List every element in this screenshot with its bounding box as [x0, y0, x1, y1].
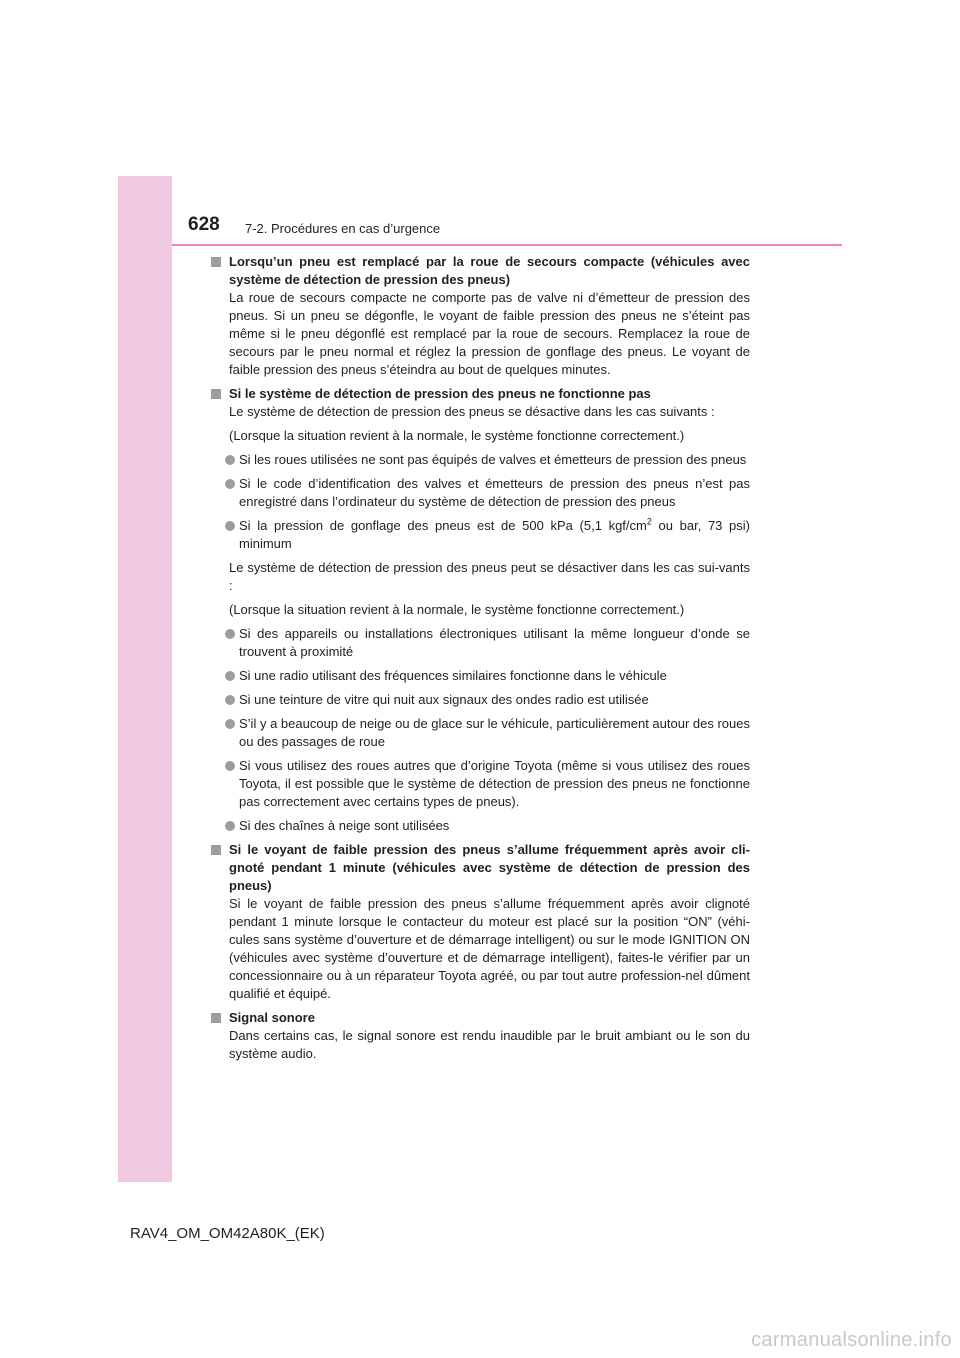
list-item	[209, 817, 750, 835]
square-bullet-icon	[211, 389, 221, 399]
round-bullet-icon	[225, 821, 235, 831]
list-item	[209, 451, 750, 469]
list-item-text-pre: Si la pression de gonflage des pneus est de 500 kPa (5,1 kgf/cm	[239, 518, 647, 533]
section-buzzer	[209, 1009, 750, 1063]
round-bullet-icon	[225, 455, 235, 465]
list-item	[209, 625, 750, 661]
section-heading	[209, 385, 750, 403]
list-item-text: Si une teinture de vitre qui nuit aux signaux des ondes radio est utilisée	[239, 692, 649, 707]
heading-text: Lorsqu’un pneu est remplacé par la roue de secours compacte (véhicules avec système de détection de pression des pneus)	[229, 254, 750, 287]
section-system-malfunction	[209, 385, 750, 835]
round-bullet-icon	[225, 719, 235, 729]
round-bullet-icon	[225, 761, 235, 771]
list-item	[209, 757, 750, 811]
list-item	[209, 475, 750, 511]
square-bullet-icon	[211, 257, 221, 267]
list-item	[209, 517, 750, 553]
watermark: carmanualsonline.info	[751, 1329, 952, 1351]
square-bullet-icon	[211, 1013, 221, 1023]
square-bullet-icon	[211, 845, 221, 855]
header-rule	[172, 244, 842, 246]
list-item-text: Si le code d’identification des valves et émetteurs de pression des pneus n’est pas enregistré dans l’ordinateur du système de détection de pression des pneus	[239, 476, 750, 509]
list-item-text: Si vous utilisez des roues autres que d’origine Toyota (même si vous utilisez des roues Toyota, il est possible que le système de détection de pression des pneus ne fonctionne pas correctement avec certains types de pneus).	[239, 758, 750, 809]
list-item	[209, 667, 750, 685]
section-warning-light	[209, 841, 750, 1003]
list-item	[209, 715, 750, 751]
section-heading	[209, 1009, 750, 1027]
side-tab-band	[118, 176, 172, 1182]
round-bullet-icon	[225, 479, 235, 489]
paragraph: (Lorsque la situation revient à la normale, le système fonctionne correctement.)	[229, 602, 685, 617]
round-bullet-icon	[225, 521, 235, 531]
list-item-text: S’il y a beaucoup de neige ou de glace sur le véhicule, particulièrement autour des roues ou des passages de roue	[239, 716, 750, 749]
section-title: 7-2. Procédures en cas d’urgence	[245, 221, 441, 236]
paragraph: La roue de secours compacte ne comporte pas de valve ni d’émetteur de pression des pneus. Si un pneu se dégonfle, le voyant de faible pression des pneus ne s’éteint pas même si le pneu dégonflé est remplacé par la roue de secours. Remplacez la roue de secours par le pneu normal et réglez la pression de gonflage des pneus. Le voyant de faible pression des pneus s’éteindra au bout de quelques minutes.	[229, 290, 750, 377]
section-heading	[209, 253, 750, 289]
page-number: 628	[188, 214, 220, 235]
list-item-text: Si les roues utilisées ne sont pas équipés de valves et émetteurs de pression des pneus	[239, 452, 747, 467]
round-bullet-icon	[225, 629, 235, 639]
round-bullet-icon	[225, 695, 235, 705]
heading-text: Signal sonore	[229, 1010, 315, 1025]
paragraph: Dans certains cas, le signal sonore est rendu inaudible par le bruit ambiant ou le son du système audio.	[229, 1028, 750, 1061]
paragraph: Si le voyant de faible pression des pneus s’allume fréquemment après avoir clignoté pendant 1 minute lorsque le contacteur du moteur est placé sur la position “ON” (véhi-cules sans système d’ouverture et de démarrage intelligent) ou sur le mode IGNITION ON (véhicules avec système d’ouverture et de démarrage intelligent), faites-le vérifier par un concessionnaire ou à un réparateur Toyota agréé, ou par tout autre profession-nel dûment qualifié et équipé.	[229, 896, 750, 1001]
paragraph: Le système de détection de pression des pneus peut se désactiver dans les cas sui-vants :	[229, 560, 750, 593]
heading-text: Si le voyant de faible pression des pneus s’allume fréquemment après avoir cli-gnoté pendant 1 minute (véhicules avec système de détection de pression des pneus)	[229, 842, 750, 893]
paragraph: (Lorsque la situation revient à la normale, le système fonctionne correctement.)	[229, 428, 685, 443]
round-bullet-icon	[225, 671, 235, 681]
superscript: 2	[646, 516, 652, 527]
section-heading	[209, 841, 750, 895]
list-item-text: Si des chaînes à neige sont utilisées	[239, 818, 450, 833]
page-content	[209, 253, 750, 1069]
list-item-text: Si une radio utilisant des fréquences similaires fonctionne dans le véhicule	[239, 668, 667, 683]
document-code: RAV4_OM_OM42A80K_(EK)	[130, 1225, 325, 1242]
section-spare-tire	[209, 253, 750, 379]
heading-text: Si le système de détection de pression des pneus ne fonctionne pas	[229, 386, 651, 401]
list-item-text-post: ou bar, 73 psi) minimum	[239, 518, 751, 551]
list-item-text: Si des appareils ou installations électroniques utilisant la même longueur d’onde se trouvent à proximité	[239, 626, 750, 659]
paragraph: Le système de détection de pression des pneus se désactive dans les cas suivants :	[229, 404, 715, 419]
list-item	[209, 691, 750, 709]
